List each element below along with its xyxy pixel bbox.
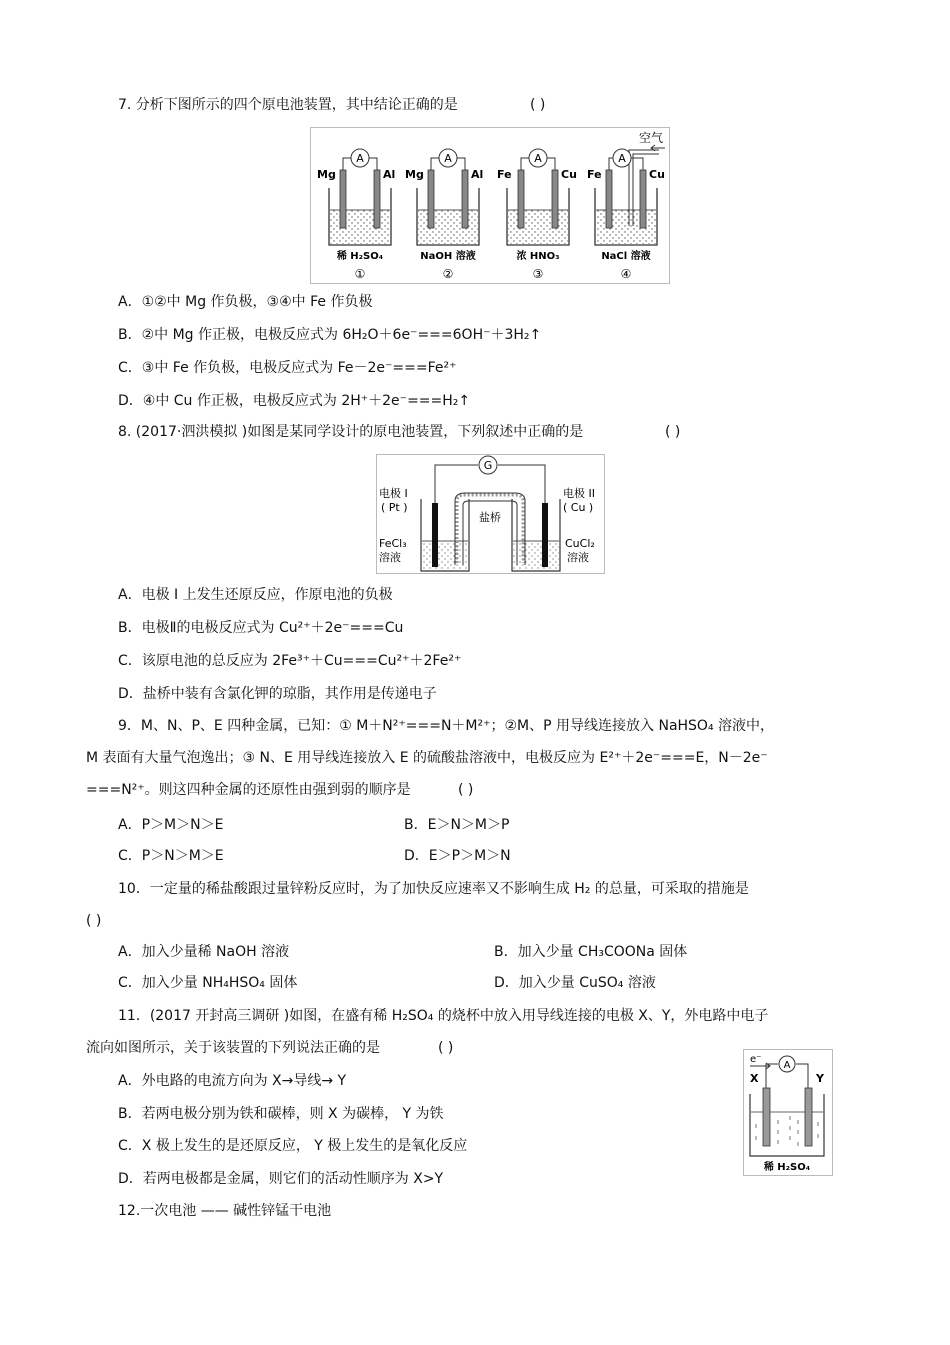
- q7-cell-2-solution: NaOH 溶液: [420, 251, 476, 262]
- q7-cell-2-num: ②: [442, 267, 454, 281]
- q7-cell-3-right: Cu: [561, 168, 577, 181]
- q8-meter: G: [483, 459, 493, 472]
- q7-cell-3: [497, 149, 577, 281]
- q8-right-electrode-label: 电极 II: [563, 487, 595, 500]
- q10-option-c: C．加入少量 NH₄HSO₄ 固体: [118, 975, 298, 991]
- q11-line-1: 11．(2017 开封高三调研 )如图，在盛有稀 H₂SO₄ 的烧杯中放入用导线连接的电极 X、Y，外电路中电子: [118, 1008, 769, 1024]
- q7-cell-4-left: Fe: [587, 168, 602, 181]
- q8-option-a: A．电极 I 上发生还原反应，作原电池的负极: [118, 587, 393, 603]
- q7-answer-paren: ( ): [530, 97, 546, 113]
- q7-cell-4-meter: A: [618, 152, 626, 165]
- q10-option-d: D．加入少量 CuSO₄ 溶液: [494, 975, 656, 991]
- q9-answer-paren: ( ): [458, 782, 474, 798]
- q7-cell-4-num: ④: [620, 267, 632, 281]
- q11-option-c: C．X 极上发生的是还原反应， Y 极上发生的是氧化反应: [118, 1138, 468, 1154]
- q8-answer-paren: ( ): [665, 424, 681, 440]
- q7-air-label: 空气: [639, 131, 664, 145]
- q7-option-d: D．④中 Cu 作正极，电极反应式为 2H⁺＋2e⁻===H₂↑: [118, 393, 471, 409]
- q7-cell-4-solution: NaCl 溶液: [601, 251, 651, 262]
- q7-cell-2-left: Mg: [405, 168, 424, 181]
- q8-right-solution-name: CuCl₂: [565, 537, 595, 550]
- q7-cell-3-left: Fe: [497, 168, 512, 181]
- q8-figure-svg: [377, 455, 604, 573]
- q7-cell-1-left: Mg: [317, 168, 336, 181]
- q7-cell-2: [405, 149, 483, 281]
- q9-line-2: M 表面有大量气泡逸出；③ N、E 用导线连接放入 E 的硫酸盐溶液中，电极反应为 E²⁺＋2e⁻===E，N－2e⁻: [86, 750, 768, 766]
- q11-line-2: 流向如图所示，关于该装置的下列说法正确的是: [86, 1040, 380, 1056]
- q11-electrode-x: X: [750, 1072, 759, 1085]
- q10-option-b: B．加入少量 CH₃COONa 固体: [494, 944, 688, 960]
- q8-option-c: C．该原电池的总反应为 2Fe³⁺＋Cu===Cu²⁺＋2Fe²⁺: [118, 653, 462, 669]
- q8-left-electrode-material: ( Pt ): [381, 501, 408, 514]
- q8-bridge-label: 盐桥: [479, 511, 501, 524]
- q7-cell-2-meter: A: [444, 152, 452, 165]
- q7-cell-3-meter: A: [534, 152, 542, 165]
- q7-cell-4-right: Cu: [649, 168, 665, 181]
- q8-option-b: B．电极Ⅱ的电极反应式为 Cu²⁺＋2e⁻===Cu: [118, 620, 404, 636]
- q7-figure-svg: [311, 128, 669, 283]
- q7-option-b: B．②中 Mg 作正极，电极反应式为 6H₂O＋6e⁻===6OH⁻＋3H₂↑: [118, 327, 542, 343]
- q11-meter: A: [783, 1060, 791, 1071]
- q7-option-a: A．①②中 Mg 作负极，③④中 Fe 作负极: [118, 294, 373, 310]
- q7-cell-3-num: ③: [532, 267, 544, 281]
- q10-option-a: A．加入少量稀 NaOH 溶液: [118, 944, 290, 960]
- q8-figure: [376, 454, 605, 574]
- q8-option-d: D．盐桥中装有含氯化钾的琼脂，其作用是传递电子: [118, 686, 437, 702]
- q7-cell-1-right: Al: [383, 168, 396, 181]
- q8-left-solution-name: FeCl₃: [379, 537, 407, 550]
- q11-answer-paren: ( ): [438, 1040, 454, 1056]
- q11-electrode-y: Y: [816, 1072, 824, 1085]
- q9-option-a: A．P＞M＞N＞E: [118, 817, 224, 833]
- q8-left-solution-word: 溶液: [379, 551, 401, 564]
- q9-option-c: C．P＞N＞M＞E: [118, 848, 224, 864]
- q11-solution-label: 稀 H₂SO₄: [763, 1162, 811, 1173]
- q9-line-1: 9．M、N、P、E 四种金属，已知：① M＋N²⁺===N＋M²⁺；②M、P 用导线连接放入 NaHSO₄ 溶液中，: [118, 718, 775, 734]
- q9-line-3: ===N²⁺。则这四种金属的还原性由强到弱的顺序是: [86, 782, 411, 798]
- q8-left-electrode-label: 电极 I: [379, 487, 408, 500]
- q11-electron-label: e⁻: [750, 1054, 762, 1065]
- q7-cell-1: [317, 149, 395, 281]
- q11-option-d: D．若两电极都是金属，则它们的活动性顺序为 X>Y: [118, 1171, 444, 1187]
- q11-option-b: B．若两电极分别为铁和碳棒，则 X 为碳棒， Y 为铁: [118, 1106, 444, 1122]
- q11-figure: [743, 1049, 833, 1176]
- q10-line-1: 10．一定量的稀盐酸跟过量锌粉反应时，为了加快反应速率又不影响生成 H₂ 的总量，可采取的措施是: [118, 881, 749, 897]
- q9-option-d: D．E＞P＞M＞N: [404, 848, 511, 864]
- q10-answer-paren: ( ): [86, 913, 102, 929]
- q7-stem: 7. 分析下图所示的四个原电池装置，其中结论正确的是: [118, 97, 458, 113]
- q8-stem: 8. (2017·泗洪模拟 )如图是某同学设计的原电池装置，下列叙述中正确的是: [118, 424, 584, 440]
- q7-cell-1-solution: 稀 H₂SO₄: [336, 251, 384, 262]
- q7-cell-3-solution: 浓 HNO₃: [516, 251, 560, 262]
- q7-cell-2-right: Al: [471, 168, 484, 181]
- q7-cell-1-num: ①: [354, 267, 366, 281]
- q7-option-c: C．③中 Fe 作负极，电极反应式为 Fe－2e⁻===Fe²⁺: [118, 360, 457, 376]
- q11-figure-svg: [744, 1050, 832, 1175]
- q9-option-b: B．E＞N＞M＞P: [404, 817, 510, 833]
- q11-option-a: A．外电路的电流方向为 X→导线→ Y: [118, 1073, 347, 1089]
- q8-right-electrode-material: ( Cu ): [563, 501, 594, 514]
- q7-figure: [310, 127, 670, 284]
- q8-right-solution-word: 溶液: [567, 551, 589, 564]
- q12-line: 12.一次电池 —— 碱性锌锰干电池: [118, 1203, 332, 1219]
- q7-cell-1-meter: A: [356, 152, 364, 165]
- q7-cell-4: [587, 130, 665, 281]
